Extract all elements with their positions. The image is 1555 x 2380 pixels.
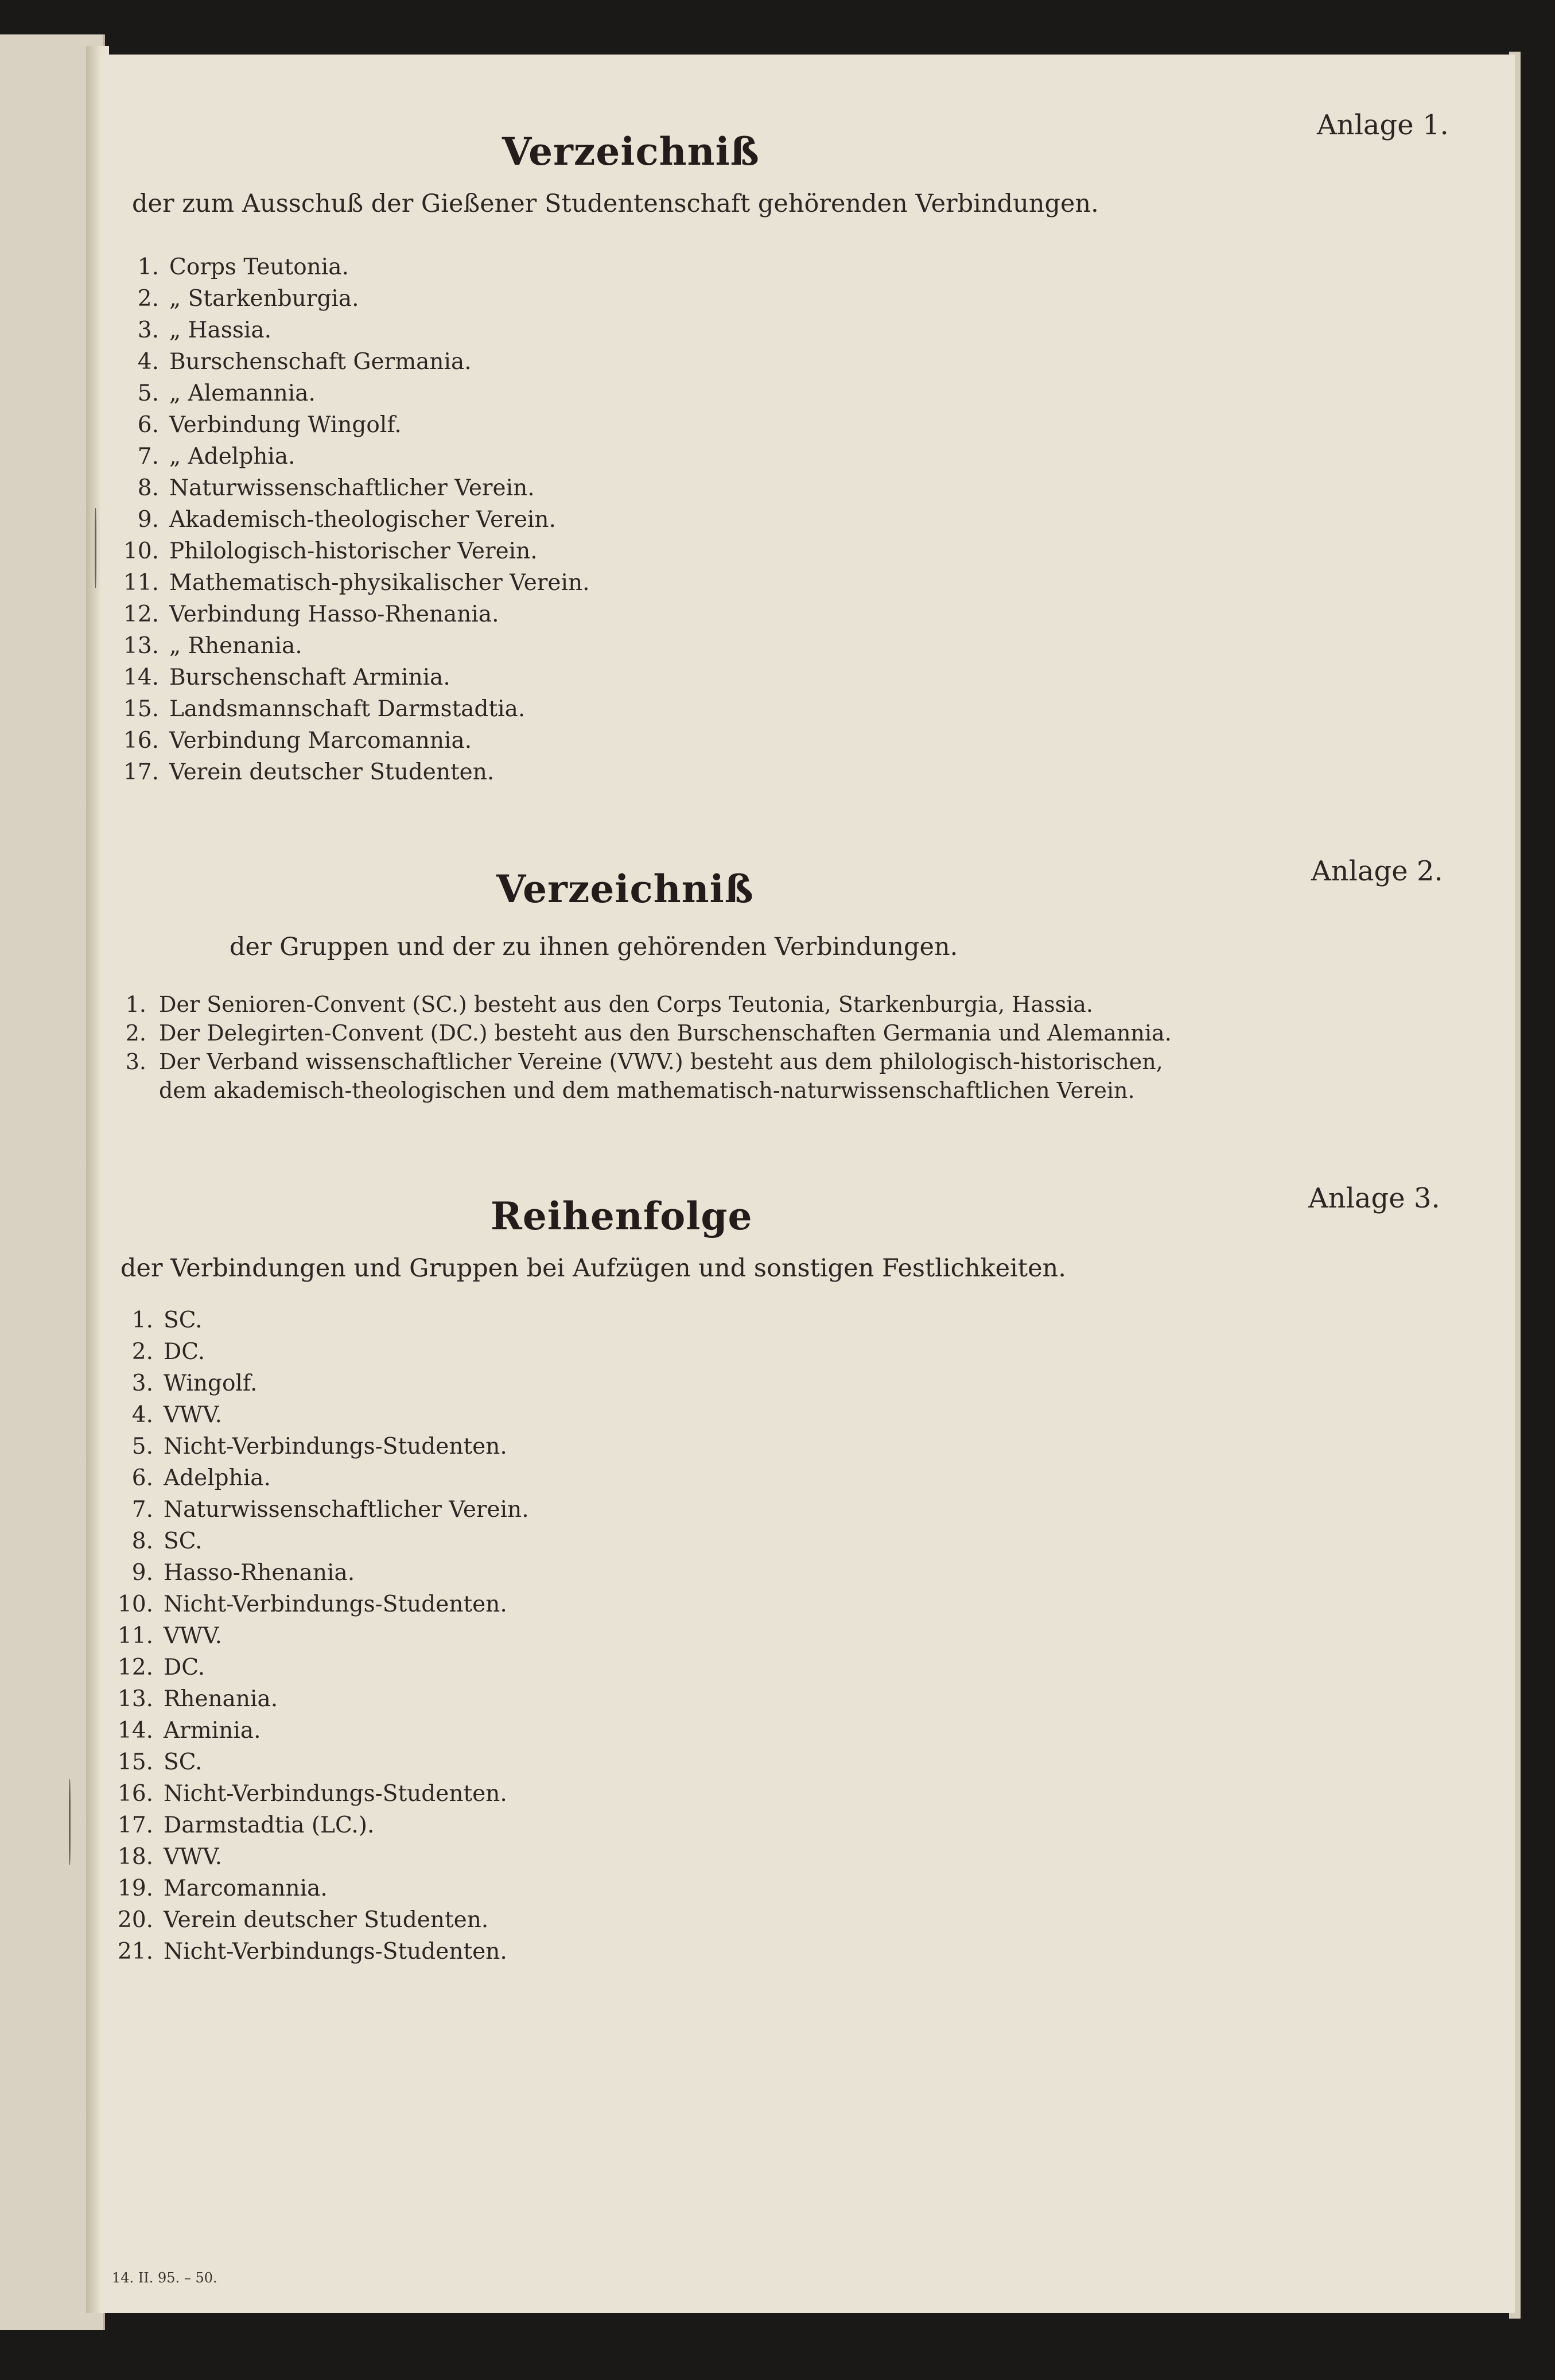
list-item: 10. Nicht-Verbindungs-Studenten. [118,1591,507,1617]
list-item: 17. Verein deutscher Studenten. [123,759,495,785]
list-item-continuation: dem akademisch-theologischen und dem mathematisch-naturwissenschaftlichen Verein. [159,1078,1135,1103]
appendix-1-list [123,251,590,788]
list-item: 1. Corps Teutonia. [137,254,349,280]
list-item: 13. Rhenania. [118,1686,278,1712]
list-item: 10. Philologisch-historischer Verein. [123,538,538,564]
list-item: 4. VWV. [131,1402,222,1428]
list-item: 15. SC. [118,1749,203,1775]
appendix-3-label: Anlage 3. [1308,1182,1440,1214]
appendix-2-subtitle: der Gruppen und der zu ihnen gehörenden Verbindungen. [230,933,958,961]
list-item: 8. SC. [131,1528,203,1554]
list-item: 11. VWV. [118,1623,222,1649]
print-mark: 14. II. 95. – 50. [112,2270,217,2286]
document-page [100,55,1515,2313]
list-item: 18. VWV. [118,1844,222,1870]
list-item: 8. Naturwissenschaftlicher Verein. [137,475,535,501]
list-item: 13. „ Rhenania. [123,633,302,659]
list-item: 2. DC. [131,1339,205,1365]
list-item: 19. Marcomannia. [118,1876,328,1901]
list-item: 5. Nicht-Verbindungs-Studenten. [131,1434,507,1459]
pencil-margin-mark [69,1779,71,1865]
appendix-2-title: Verzeichniß [496,867,754,911]
appendix-3-subtitle: der Verbindungen und Gruppen bei Aufzügen und sonstigen Festlichkeiten. [120,1254,1066,1283]
appendix-2-list [123,990,1172,1105]
list-item: 1. SC. [131,1307,203,1333]
list-item: 14. Burschenschaft Arminia. [123,665,450,690]
appendix-1-subtitle: der zum Ausschuß der Gießener Studentenschaft gehörenden Verbindungen. [132,189,1099,218]
list-item: 12. Verbindung Hasso-Rhenania. [123,601,499,627]
list-item: 3. Der Verband wissenschaftlicher Vereine (VWV.) besteht aus dem philologisch-historischen, [125,1049,1163,1074]
list-item: 17. Darmstadtia (LC.). [118,1812,375,1838]
list-item: 9. Akademisch-theologischer Verein. [137,507,556,533]
list-item: 15. Landsmannschaft Darmstadtia. [123,696,526,722]
list-item: 6. Adelphia. [131,1465,271,1491]
list-item: 4. Burschenschaft Germania. [137,349,472,375]
appendix-3-title: Reihenfolge [491,1194,753,1238]
list-item: 3. „ Hassia. [137,317,272,343]
pencil-margin-mark [95,508,96,588]
list-item: 1. Der Senioren-Convent (SC.) besteht aus den Corps Teutonia, Starkenburgia, Hassia. [125,992,1093,1017]
list-item: 5. „ Alemannia. [137,381,316,406]
list-item: 2. „ Starkenburgia. [137,286,359,312]
list-item: 11. Mathematisch-physikalischer Verein. [123,570,590,596]
list-item: 20. Verein deutscher Studenten. [118,1907,489,1933]
list-item: 9. Hasso-Rhenania. [131,1560,355,1586]
list-item: 16. Verbindung Marcomannia. [123,728,472,754]
list-item: 2. Der Delegirten-Convent (DC.) besteht aus den Burschenschaften Germania und Alemannia. [125,1020,1172,1046]
list-item: 12. DC. [118,1655,205,1680]
appendix-1-title: Verzeichniß [502,129,760,174]
list-item: 6. Verbindung Wingolf. [137,412,402,438]
list-item: 21. Nicht-Verbindungs-Studenten. [118,1939,507,1964]
appendix-3-list [118,1304,529,1967]
appendix-1-label: Anlage 1. [1317,109,1449,141]
list-item: 3. Wingolf. [131,1370,258,1396]
list-item: 16. Nicht-Verbindungs-Studenten. [118,1781,507,1807]
list-item: 7. Naturwissenschaftlicher Verein. [131,1497,529,1523]
list-item: 7. „ Adelphia. [137,444,296,469]
appendix-2-label: Anlage 2. [1311,855,1443,887]
list-item: 14. Arminia. [118,1718,261,1744]
